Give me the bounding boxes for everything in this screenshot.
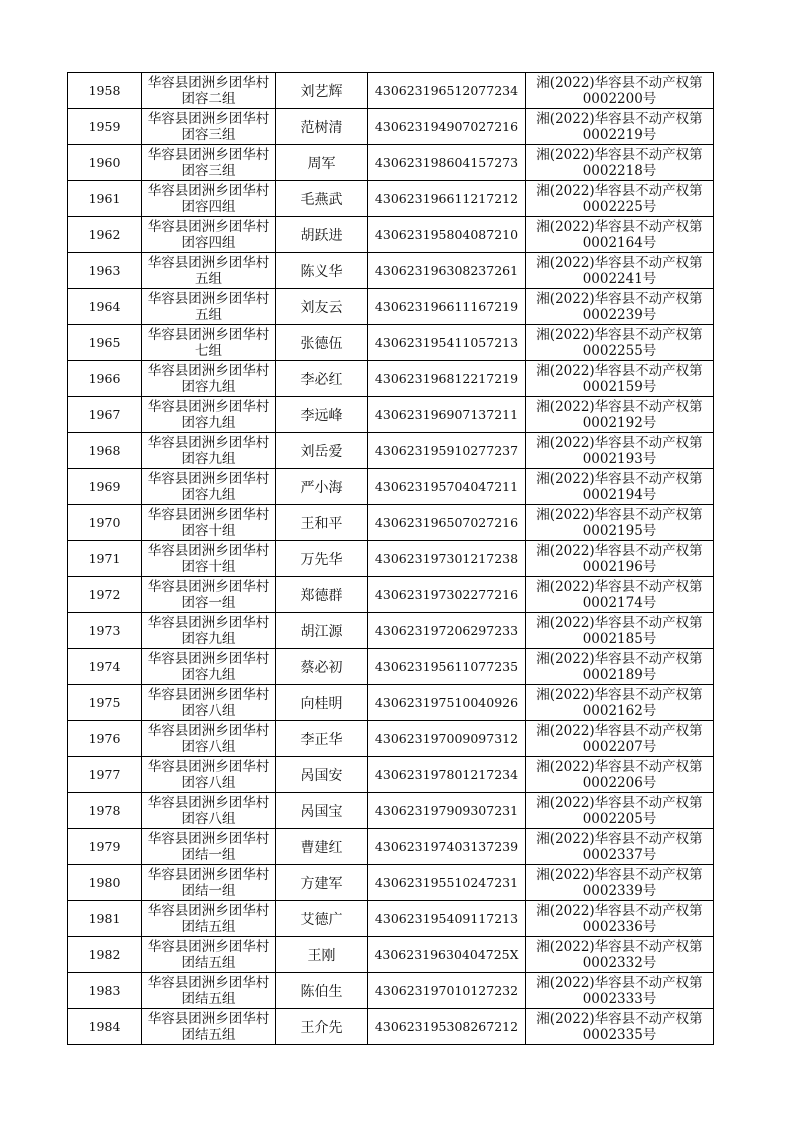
id-number-cell: 430623195308267212 xyxy=(368,1009,526,1045)
name-cell: 李正华 xyxy=(276,721,368,757)
certificate-cell: 湘(2022)华容县不动产权第0002195号 xyxy=(526,505,714,541)
row-number: 1965 xyxy=(68,325,142,361)
row-number: 1964 xyxy=(68,289,142,325)
id-number-cell: 430623196308237261 xyxy=(368,253,526,289)
certificate-cell: 湘(2022)华容县不动产权第0002192号 xyxy=(526,397,714,433)
row-number: 1972 xyxy=(68,577,142,613)
address-cell: 华容县团洲乡团华村团容九组 xyxy=(142,397,276,433)
name-cell: 胡江源 xyxy=(276,613,368,649)
id-number-cell: 430623197801217234 xyxy=(368,757,526,793)
name-cell: 李远峰 xyxy=(276,397,368,433)
row-number: 1960 xyxy=(68,145,142,181)
table-row xyxy=(68,289,714,325)
name-cell: 王介先 xyxy=(276,1009,368,1045)
address-cell: 华容县团洲乡团华村团结五组 xyxy=(142,973,276,1009)
table-row xyxy=(68,109,714,145)
certificate-cell: 湘(2022)华容县不动产权第0002239号 xyxy=(526,289,714,325)
row-number: 1976 xyxy=(68,721,142,757)
name-cell: 李必红 xyxy=(276,361,368,397)
name-cell: 王和平 xyxy=(276,505,368,541)
name-cell: 范树清 xyxy=(276,109,368,145)
table-row xyxy=(68,901,714,937)
certificate-cell: 湘(2022)华容县不动产权第0002185号 xyxy=(526,613,714,649)
address-cell: 华容县团洲乡团华村五组 xyxy=(142,289,276,325)
certificate-cell: 湘(2022)华容县不动产权第0002205号 xyxy=(526,793,714,829)
certificate-cell: 湘(2022)华容县不动产权第0002332号 xyxy=(526,937,714,973)
table-row xyxy=(68,541,714,577)
certificate-cell: 湘(2022)华容县不动产权第0002196号 xyxy=(526,541,714,577)
id-number-cell: 430623197403137239 xyxy=(368,829,526,865)
table-row xyxy=(68,793,714,829)
id-number-cell: 430623194907027216 xyxy=(368,109,526,145)
table-row xyxy=(68,469,714,505)
name-cell: 陈伯生 xyxy=(276,973,368,1009)
row-number: 1975 xyxy=(68,685,142,721)
name-cell: 蔡必初 xyxy=(276,649,368,685)
id-number-cell: 430623197302277216 xyxy=(368,577,526,613)
name-cell: 艾德广 xyxy=(276,901,368,937)
address-cell: 华容县团洲乡团华村团容二组 xyxy=(142,73,276,109)
name-cell: 向桂明 xyxy=(276,685,368,721)
certificate-cell: 湘(2022)华容县不动产权第0002335号 xyxy=(526,1009,714,1045)
address-cell: 华容县团洲乡团华村团容十组 xyxy=(142,505,276,541)
table-row xyxy=(68,937,714,973)
row-number: 1977 xyxy=(68,757,142,793)
row-number: 1973 xyxy=(68,613,142,649)
address-cell: 华容县团洲乡团华村团容一组 xyxy=(142,577,276,613)
id-number-cell: 430623195704047211 xyxy=(368,469,526,505)
row-number: 1967 xyxy=(68,397,142,433)
certificate-cell: 湘(2022)华容县不动产权第0002333号 xyxy=(526,973,714,1009)
name-cell: 方建军 xyxy=(276,865,368,901)
address-cell: 华容县团洲乡团华村团容四组 xyxy=(142,181,276,217)
id-number-cell: 430623196611217212 xyxy=(368,181,526,217)
certificate-cell: 湘(2022)华容县不动产权第0002164号 xyxy=(526,217,714,253)
table-row xyxy=(68,217,714,253)
table-row xyxy=(68,613,714,649)
row-number: 1981 xyxy=(68,901,142,937)
certificate-cell: 湘(2022)华容县不动产权第0002255号 xyxy=(526,325,714,361)
address-cell: 华容县团洲乡团华村团容四组 xyxy=(142,217,276,253)
table-row xyxy=(68,973,714,1009)
name-cell: 曹建红 xyxy=(276,829,368,865)
row-number: 1966 xyxy=(68,361,142,397)
row-number: 1963 xyxy=(68,253,142,289)
address-cell: 华容县团洲乡团华村五组 xyxy=(142,253,276,289)
certificate-cell: 湘(2022)华容县不动产权第0002189号 xyxy=(526,649,714,685)
name-cell: 呙国安 xyxy=(276,757,368,793)
records-table-body xyxy=(68,73,714,1045)
row-number: 1983 xyxy=(68,973,142,1009)
certificate-cell: 湘(2022)华容县不动产权第0002337号 xyxy=(526,829,714,865)
address-cell: 华容县团洲乡团华村团结五组 xyxy=(142,937,276,973)
name-cell: 严小海 xyxy=(276,469,368,505)
table-row xyxy=(68,865,714,901)
row-number: 1979 xyxy=(68,829,142,865)
row-number: 1978 xyxy=(68,793,142,829)
name-cell: 周军 xyxy=(276,145,368,181)
id-number-cell: 430623196512077234 xyxy=(368,73,526,109)
address-cell: 华容县团洲乡团华村团容九组 xyxy=(142,613,276,649)
certificate-cell: 湘(2022)华容县不动产权第0002200号 xyxy=(526,73,714,109)
table-row xyxy=(68,757,714,793)
table-row xyxy=(68,1009,714,1045)
certificate-cell: 湘(2022)华容县不动产权第0002219号 xyxy=(526,109,714,145)
table-row xyxy=(68,397,714,433)
id-number-cell: 430623198604157273 xyxy=(368,145,526,181)
table-row xyxy=(68,253,714,289)
row-number: 1982 xyxy=(68,937,142,973)
id-number-cell: 430623195510247231 xyxy=(368,865,526,901)
certificate-cell: 湘(2022)华容县不动产权第0002339号 xyxy=(526,865,714,901)
name-cell: 呙国宝 xyxy=(276,793,368,829)
id-number-cell: 430623197301217238 xyxy=(368,541,526,577)
certificate-cell: 湘(2022)华容县不动产权第0002225号 xyxy=(526,181,714,217)
table-row xyxy=(68,829,714,865)
row-number: 1971 xyxy=(68,541,142,577)
address-cell: 华容县团洲乡团华村团容十组 xyxy=(142,541,276,577)
table-row xyxy=(68,433,714,469)
row-number: 1958 xyxy=(68,73,142,109)
table-row xyxy=(68,577,714,613)
id-number-cell: 430623197010127232 xyxy=(368,973,526,1009)
certificate-cell: 湘(2022)华容县不动产权第0002174号 xyxy=(526,577,714,613)
table-row xyxy=(68,325,714,361)
certificate-cell: 湘(2022)华容县不动产权第0002206号 xyxy=(526,757,714,793)
id-number-cell: 430623195611077235 xyxy=(368,649,526,685)
certificate-cell: 湘(2022)华容县不动产权第0002241号 xyxy=(526,253,714,289)
records-table xyxy=(67,72,714,1045)
address-cell: 华容县团洲乡团华村团容三组 xyxy=(142,109,276,145)
name-cell: 王刚 xyxy=(276,937,368,973)
certificate-cell: 湘(2022)华容县不动产权第0002162号 xyxy=(526,685,714,721)
address-cell: 华容县团洲乡团华村七组 xyxy=(142,325,276,361)
table-row xyxy=(68,721,714,757)
id-number-cell: 430623197206297233 xyxy=(368,613,526,649)
row-number: 1969 xyxy=(68,469,142,505)
address-cell: 华容县团洲乡团华村团容九组 xyxy=(142,649,276,685)
row-number: 1970 xyxy=(68,505,142,541)
address-cell: 华容县团洲乡团华村团容九组 xyxy=(142,361,276,397)
address-cell: 华容县团洲乡团华村团结一组 xyxy=(142,865,276,901)
id-number-cell: 430623196907137211 xyxy=(368,397,526,433)
address-cell: 华容县团洲乡团华村团容八组 xyxy=(142,721,276,757)
address-cell: 华容县团洲乡团华村团容八组 xyxy=(142,793,276,829)
id-number-cell: 430623197510040926 xyxy=(368,685,526,721)
name-cell: 郑德群 xyxy=(276,577,368,613)
name-cell: 胡跃进 xyxy=(276,217,368,253)
id-number-cell: 43062319630404725X xyxy=(368,937,526,973)
address-cell: 华容县团洲乡团华村团容八组 xyxy=(142,757,276,793)
id-number-cell: 430623197009097312 xyxy=(368,721,526,757)
certificate-cell: 湘(2022)华容县不动产权第0002159号 xyxy=(526,361,714,397)
row-number: 1980 xyxy=(68,865,142,901)
table-row xyxy=(68,145,714,181)
table-row xyxy=(68,505,714,541)
id-number-cell: 430623195409117213 xyxy=(368,901,526,937)
certificate-cell: 湘(2022)华容县不动产权第0002193号 xyxy=(526,433,714,469)
certificate-cell: 湘(2022)华容县不动产权第0002194号 xyxy=(526,469,714,505)
table-row xyxy=(68,361,714,397)
certificate-cell: 湘(2022)华容县不动产权第0002218号 xyxy=(526,145,714,181)
id-number-cell: 430623196611167219 xyxy=(368,289,526,325)
name-cell: 万先华 xyxy=(276,541,368,577)
name-cell: 刘艺辉 xyxy=(276,73,368,109)
row-number: 1959 xyxy=(68,109,142,145)
id-number-cell: 430623197909307231 xyxy=(368,793,526,829)
id-number-cell: 430623195411057213 xyxy=(368,325,526,361)
name-cell: 刘友云 xyxy=(276,289,368,325)
table-row xyxy=(68,649,714,685)
address-cell: 华容县团洲乡团华村团结一组 xyxy=(142,829,276,865)
address-cell: 华容县团洲乡团华村团结五组 xyxy=(142,901,276,937)
row-number: 1974 xyxy=(68,649,142,685)
address-cell: 华容县团洲乡团华村团容九组 xyxy=(142,433,276,469)
table-row xyxy=(68,73,714,109)
name-cell: 张德伍 xyxy=(276,325,368,361)
address-cell: 华容县团洲乡团华村团容三组 xyxy=(142,145,276,181)
id-number-cell: 430623196507027216 xyxy=(368,505,526,541)
table-row xyxy=(68,181,714,217)
row-number: 1961 xyxy=(68,181,142,217)
certificate-cell: 湘(2022)华容县不动产权第0002207号 xyxy=(526,721,714,757)
address-cell: 华容县团洲乡团华村团容九组 xyxy=(142,469,276,505)
row-number: 1968 xyxy=(68,433,142,469)
address-cell: 华容县团洲乡团华村团结五组 xyxy=(142,1009,276,1045)
id-number-cell: 430623196812217219 xyxy=(368,361,526,397)
row-number: 1962 xyxy=(68,217,142,253)
table-row xyxy=(68,685,714,721)
address-cell: 华容县团洲乡团华村团容八组 xyxy=(142,685,276,721)
name-cell: 陈义华 xyxy=(276,253,368,289)
id-number-cell: 430623195910277237 xyxy=(368,433,526,469)
certificate-cell: 湘(2022)华容县不动产权第0002336号 xyxy=(526,901,714,937)
row-number: 1984 xyxy=(68,1009,142,1045)
id-number-cell: 430623195804087210 xyxy=(368,217,526,253)
name-cell: 刘岳爱 xyxy=(276,433,368,469)
name-cell: 毛燕武 xyxy=(276,181,368,217)
